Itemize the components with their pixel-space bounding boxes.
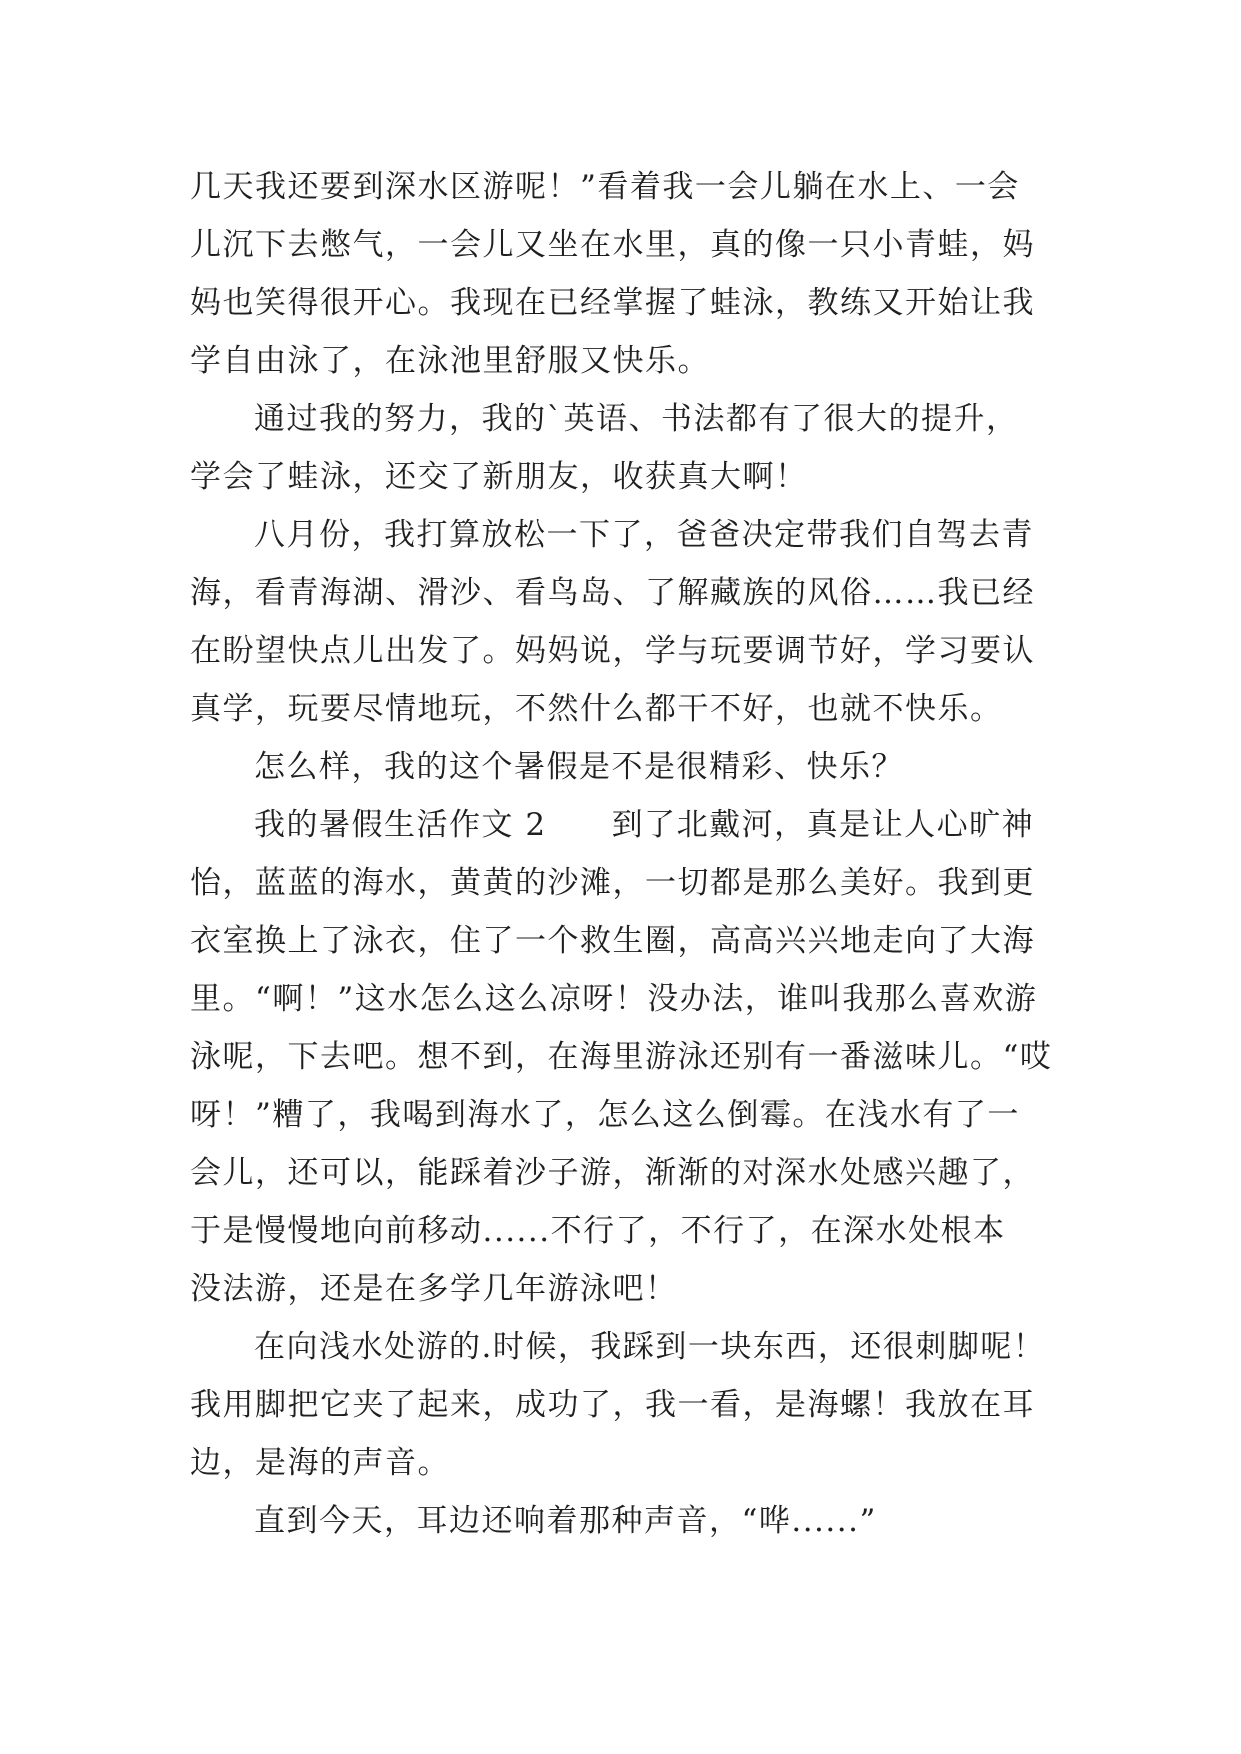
text-line: 泳呢，下去吧。想不到，在海里游泳还别有一番滋味儿。“哎 bbox=[190, 1039, 1053, 1075]
text-line: 八月份，我打算放松一下了，爸爸决定带我们自驾去青 bbox=[254, 517, 1034, 553]
text-line: 直到今天，耳边还响着那种声音，“哗......” bbox=[254, 1503, 877, 1539]
text-line: 学自由泳了，在泳池里舒服又快乐。 bbox=[190, 343, 710, 379]
text-line: 里。“啊！”这水怎么这么凉呀！没办法，谁叫我那么喜欢游 bbox=[190, 981, 1038, 1017]
essay-body bbox=[190, 158, 1065, 1550]
text-line: 呀！”糟了，我喝到海水了，怎么这么倒霉。在浅水有了一 bbox=[190, 1097, 1020, 1133]
text-line: 妈也笑得很开心。我现在已经掌握了蛙泳，教练又开始让我 bbox=[190, 285, 1035, 321]
text-line: 学会了蛙泳，还交了新朋友，收获真大啊！ bbox=[190, 459, 808, 495]
text-line: 于是慢慢地向前移动......不行了，不行了，在深水处根本 bbox=[190, 1213, 1006, 1249]
text-line: 没法游，还是在多学几年游泳吧！ bbox=[190, 1271, 678, 1307]
text-line: 我的暑假生活作文 2 到了北戴河，真是让人心旷神 bbox=[254, 807, 1035, 843]
text-line: 真学，玩要尽情地玩，不然什么都干不好，也就不快乐。 bbox=[190, 691, 1003, 727]
text-line: 在盼望快点儿出发了。妈妈说，学与玩要调节好，学习要认 bbox=[190, 633, 1035, 669]
text-line: 通过我的努力，我的`英语、书法都有了很大的提升， bbox=[254, 401, 1019, 437]
text-line: 会儿，还可以，能踩着沙子游，渐渐的对深水处感兴趣了， bbox=[190, 1155, 1035, 1191]
text-line: 怎么样，我的这个暑假是不是很精彩、快乐？ bbox=[254, 749, 904, 785]
text-line: 在向浅水处游的.时候，我踩到一块东西，还很刺脚呢！ bbox=[254, 1329, 1046, 1365]
text-line: 海，看青海湖、滑沙、看鸟岛、了解藏族的风俗……我已经 bbox=[190, 575, 1035, 611]
text-line: 几天我还要到深水区游呢！”看着我一会儿躺在水上、一会 bbox=[190, 169, 1020, 205]
text-line: 儿沉下去憋气，一会儿又坐在水里，真的像一只小青蛙，妈 bbox=[190, 227, 1035, 263]
text-line: 边，是海的声音。 bbox=[190, 1445, 450, 1481]
text-line: 怡，蓝蓝的海水，黄黄的沙滩，一切都是那么美好。我到更 bbox=[190, 865, 1035, 901]
text-line: 我用脚把它夹了起来，成功了，我一看，是海螺！我放在耳 bbox=[190, 1387, 1035, 1423]
text-line: 衣室换上了泳衣，住了一个救生圈，高高兴兴地走向了大海 bbox=[190, 923, 1035, 959]
